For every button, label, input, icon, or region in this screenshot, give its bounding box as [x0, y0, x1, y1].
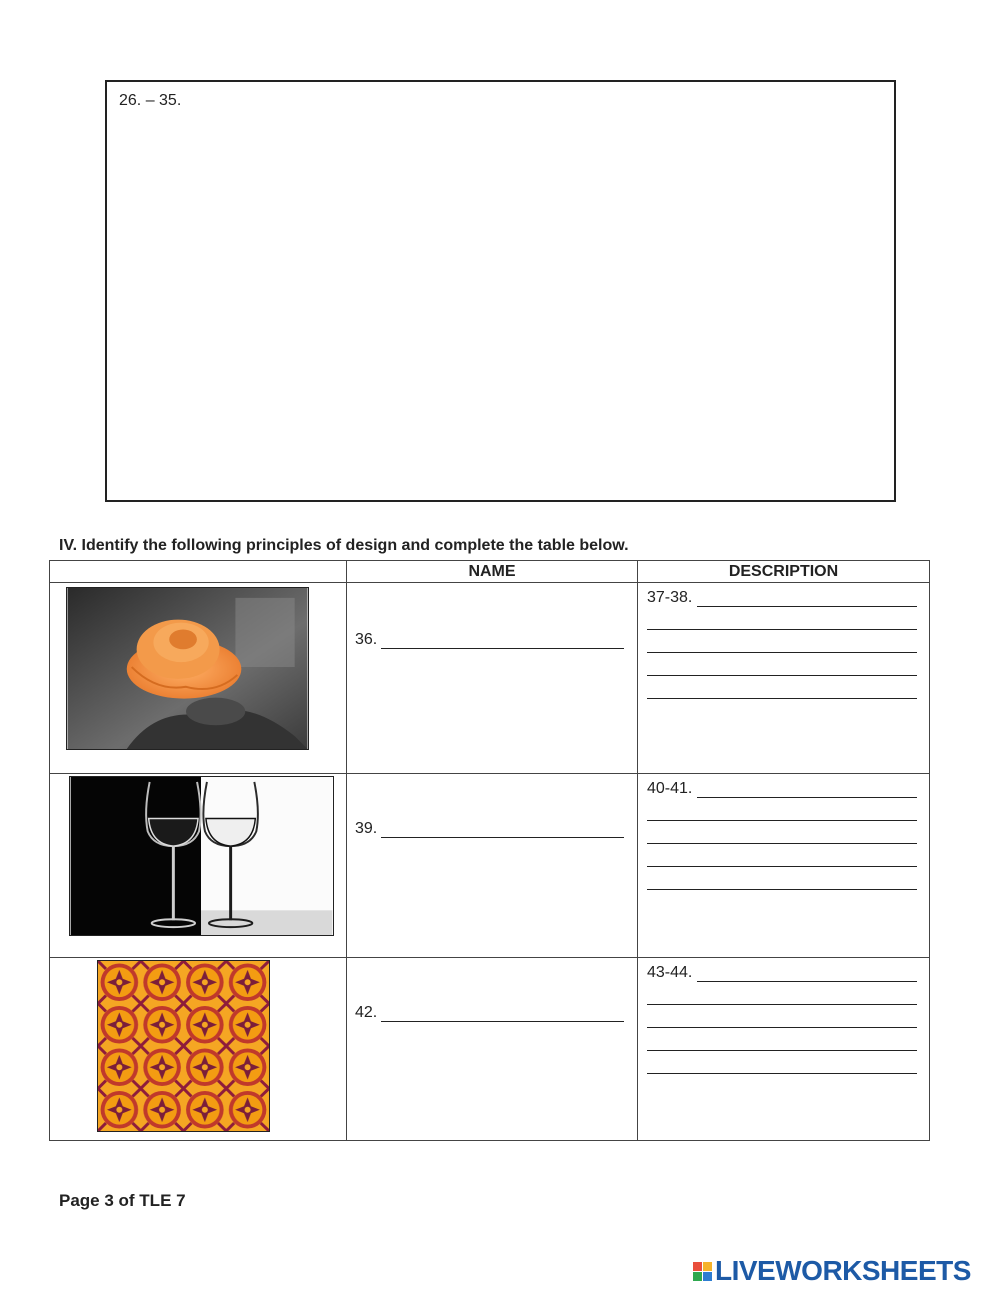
description-cell [638, 958, 930, 1141]
name-answer-blank[interactable] [381, 634, 624, 649]
question-number: 40-41. [647, 780, 693, 797]
question-number: 43-44. [647, 964, 693, 981]
description-answer-line[interactable] [647, 631, 917, 653]
header-name: NAME [347, 561, 638, 583]
description-answer-line[interactable] [647, 1052, 917, 1074]
description-answer-line[interactable] [647, 822, 917, 844]
description-answer-line[interactable] [647, 654, 917, 676]
image-cell [50, 958, 347, 1141]
table-row [50, 774, 930, 958]
liveworksheets-logo [693, 1255, 971, 1287]
page-footer: Page 3 of TLE 7 [59, 1191, 186, 1210]
header-image [50, 561, 347, 583]
description-answer-line[interactable] [647, 799, 917, 821]
name-cell [347, 774, 638, 958]
name-answer-blank[interactable] [381, 823, 624, 838]
description-answer-line[interactable] [647, 983, 917, 1005]
question-number: 36. [355, 631, 378, 648]
description-answer-line[interactable] [647, 845, 917, 867]
description-answer-line[interactable] [647, 677, 917, 699]
question-number: 37-38. [647, 589, 693, 606]
pattern-image [97, 960, 270, 1132]
description-answer-line[interactable] [647, 1029, 917, 1051]
logo-icon [693, 1262, 712, 1281]
description-answer-blank[interactable] [697, 783, 917, 798]
description-answer-line[interactable] [647, 868, 917, 890]
logo-text: LIVEWORKSHEETS [715, 1255, 971, 1286]
header-description: DESCRIPTION [638, 561, 930, 583]
rose-image [66, 587, 309, 750]
description-answer-blank[interactable] [697, 592, 917, 607]
question-number: 39. [355, 820, 378, 837]
question-number: 42. [355, 1004, 378, 1021]
description-answer-blank[interactable] [697, 967, 917, 982]
wine-glasses-image [69, 776, 334, 936]
section-heading: IV. Identify the following principles of design and complete the table below. [59, 537, 629, 554]
table-row [50, 583, 930, 774]
table-row [50, 958, 930, 1141]
name-cell [347, 583, 638, 774]
description-answer-line[interactable] [647, 608, 917, 630]
name-answer-blank[interactable] [381, 1007, 624, 1022]
answer-box-label: 26. – 35. [119, 92, 182, 109]
description-answer-line[interactable] [647, 1006, 917, 1028]
image-cell [50, 774, 347, 958]
description-cell [638, 774, 930, 958]
description-cell [638, 583, 930, 774]
answer-box[interactable] [105, 80, 896, 502]
image-cell [50, 583, 347, 774]
name-cell [347, 958, 638, 1141]
principles-table [49, 560, 930, 1141]
